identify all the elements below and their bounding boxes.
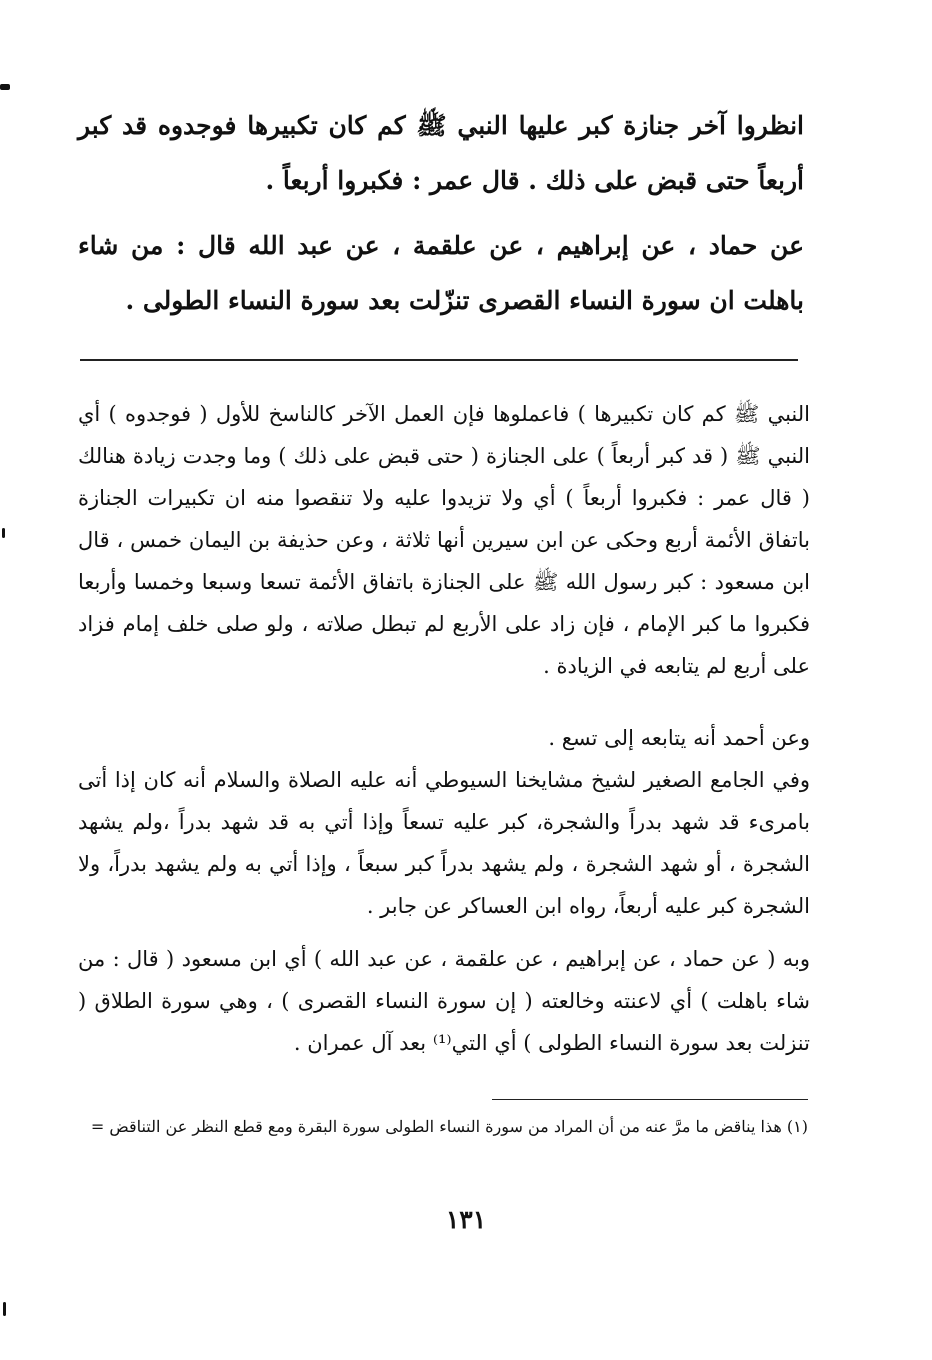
commentary-paragraph-2: وعن أحمد أنه يتابعه إلى تسع . bbox=[548, 726, 810, 750]
scan-edge-mark bbox=[3, 1302, 6, 1316]
main-text-paragraph-1: انظروا آخر جنازة كبر عليها النبي ﷺ كم كان تكبيرها فوجدوه قد كبر أربعاً حتى قبض على ذلك . قال عمر : فكبروا أربعاً . bbox=[78, 111, 804, 195]
main-text-paragraph-2: عن حماد ، عن إبراهيم ، عن علقمة ، عن عبد الله قال : من شاء باهلت ان سورة النساء القصرى تنزّلت بعد سورة النساء الطولى . bbox=[78, 231, 804, 315]
commentary-paragraph-3: وفي الجامع الصغير لشيخ مشايخنا السيوطي أنه عليه الصلاة والسلام أنه كان إذا أتى بامرىء قد شهد بدراً والشجرة، كبر عليه تسعاً وإذا أتي به قد شهد بدراً ،ولم يشهد الشجرة ، أو شهد الشجرة ، ولم يشهد بدراً كبر سبعاً ، وإذا أتي به ولم يشهد بدراً، ولا الشجرة كبر عليه أربعاً، رواه ابن العساكر عن جابر . bbox=[78, 768, 810, 918]
footnote: (١) هذا يناقض ما مرَّ عنه من أن المراد من سورة النساء الطولى سورة البقرة ومع قطع النظر عن التناقض = bbox=[90, 1117, 808, 1136]
scan-edge-mark bbox=[2, 528, 5, 538]
main-text-separator bbox=[80, 359, 798, 361]
commentary-paragraph-4: وبه ( عن حماد ، عن إبراهيم ، عن علقمة ، عن عبد الله ) أي ابن مسعود ( قال : من شاء باهلت ) أي لاعنته وخالعته ( إن سورة النساء القصرى ) ، وهي سورة الطلاق ( تنزلت بعد سورة النساء الطولى ) أي التي⁽¹⁾ بعد آل عمران . bbox=[78, 947, 810, 1055]
page-number: ١٣١ bbox=[445, 1205, 487, 1234]
footnote-separator bbox=[492, 1099, 808, 1100]
scan-edge-mark bbox=[0, 84, 10, 90]
commentary-paragraph-1: النبي ﷺ كم كان تكبيرها ) فاعملوها فإن العمل الآخر كالناسخ للأول ( فوجدوه ) أي النبي ﷺ ( قد كبر أربعاً ) على الجنازة ( حتى قبض على ذلك ) وما وجدت زيادة هنالك ( قال عمر : فكبروا أربعاً ) أي ولا تزيدوا عليه ولا تنقصوا منه ان تكبيرات الجنازة باتفاق الأئمة أربع وحكى عن ابن سيرين أنها ثلاثة ، وعن حذيفة بن اليمان خمس ، قال ابن مسعود : كبر رسول الله ﷺ على الجنازة باتفاق الأئمة تسعا وسبعا وخمسا وأربعا فكبروا ما كبر الإمام ، فإن زاد على الأربع لم تبطل صلاته ، ولو صلى خلف إمام فزاد على أربع لم يتابعه في الزيادة . bbox=[78, 402, 810, 678]
